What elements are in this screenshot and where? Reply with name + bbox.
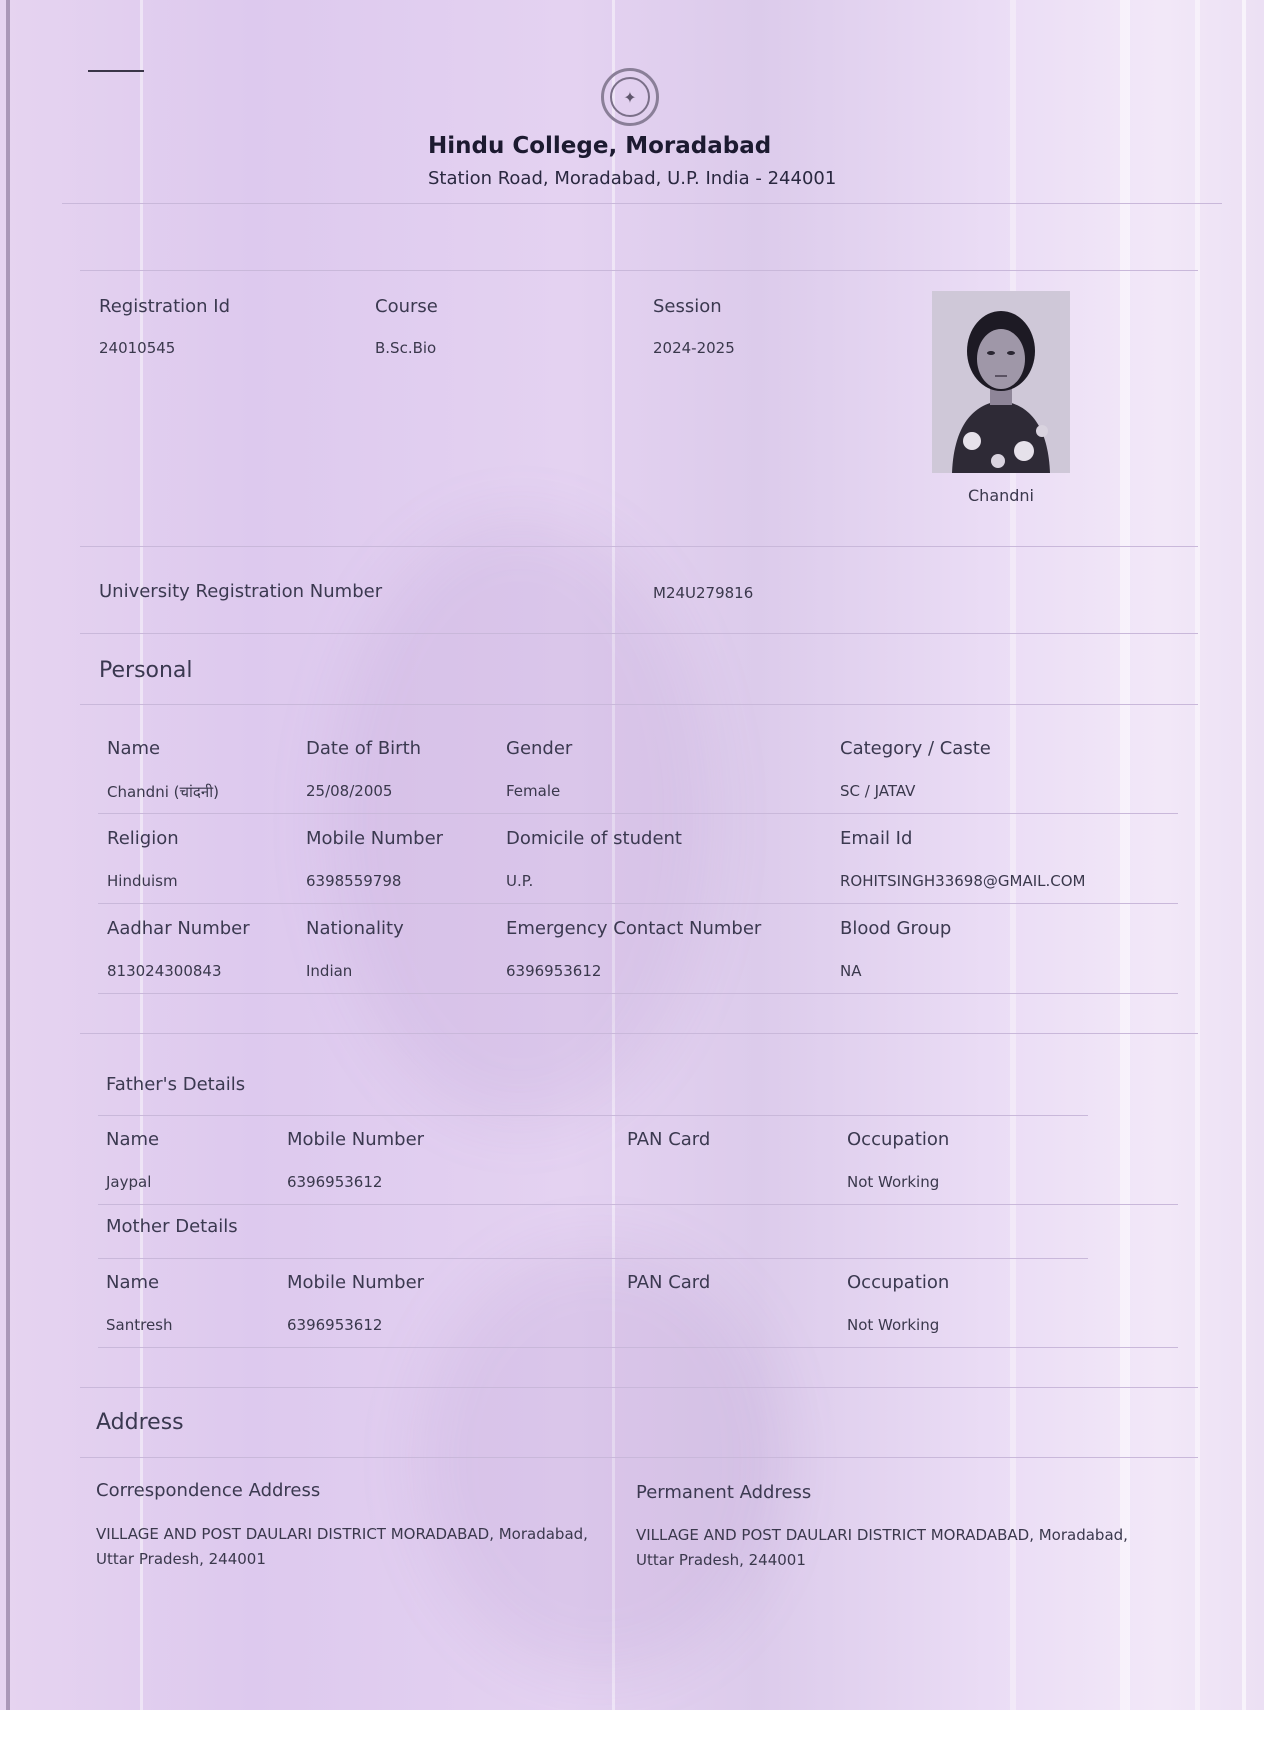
address-section-title: Address: [96, 1410, 184, 1435]
email-label: Email Id: [840, 828, 913, 849]
session-value: 2024-2025: [653, 339, 735, 357]
divider: [98, 1258, 1088, 1259]
divider: [80, 546, 1198, 547]
college-name: Hindu College, Moradabad: [428, 133, 772, 159]
divider: [80, 1033, 1198, 1034]
student-photo: [932, 291, 1070, 473]
father-name-label: Name: [106, 1129, 160, 1150]
father-name-value: Jaypal: [106, 1173, 152, 1191]
father-pan-label: PAN Card: [627, 1129, 711, 1150]
divider: [98, 1204, 1178, 1205]
university-reg-value: M24U279816: [653, 584, 754, 602]
father-section-title: Father's Details: [106, 1074, 246, 1095]
mobile-value: 6398559798: [306, 872, 402, 890]
registration-id-label: Registration Id: [99, 296, 231, 317]
divider: [80, 704, 1198, 705]
mother-occupation-label: Occupation: [847, 1272, 950, 1293]
father-mobile-label: Mobile Number: [287, 1129, 425, 1150]
dob-label: Date of Birth: [306, 738, 422, 759]
permanent-address-label: Permanent Address: [636, 1482, 812, 1503]
course-label: Course: [375, 296, 438, 317]
mother-mobile-value: 6396953612: [287, 1316, 383, 1334]
college-logo-icon: ✦: [601, 68, 659, 126]
gender-value: Female: [506, 782, 561, 800]
mobile-label: Mobile Number: [306, 828, 444, 849]
religion-value: Hinduism: [107, 872, 178, 890]
personal-section-title: Personal: [99, 658, 193, 683]
permanent-address-value: VILLAGE AND POST DAULARI DISTRICT MORADABAD, Moradabad, Uttar Pradesh, 244001: [636, 1526, 1128, 1569]
divider: [80, 1457, 1198, 1458]
gender-label: Gender: [506, 738, 573, 759]
father-occupation-value: Not Working: [847, 1173, 940, 1191]
course-value: B.Sc.Bio: [375, 339, 437, 357]
university-reg-label: University Registration Number: [99, 581, 383, 602]
category-value: SC / JATAV: [840, 782, 916, 800]
session-label: Session: [653, 296, 722, 317]
blood-group-value: NA: [840, 962, 862, 980]
divider: [98, 1115, 1088, 1116]
domicile-label: Domicile of student: [506, 828, 682, 849]
email-value: ROHITSINGH33698@GMAIL.COM: [840, 872, 1086, 890]
father-occupation-label: Occupation: [847, 1129, 950, 1150]
divider: [80, 1387, 1198, 1388]
name-label: Name: [107, 738, 161, 759]
correspondence-address-label: Correspondence Address: [96, 1480, 321, 1501]
divider: [98, 903, 1178, 904]
mother-section-title: Mother Details: [106, 1216, 238, 1237]
nationality-label: Nationality: [306, 918, 404, 939]
divider: [98, 993, 1178, 994]
name-value: Chandni (चांदनी): [107, 783, 219, 801]
nationality-value: Indian: [306, 962, 353, 980]
divider: [62, 203, 1222, 204]
divider: [98, 1347, 1178, 1348]
mother-name-label: Name: [106, 1272, 160, 1293]
mother-name-value: Santresh: [106, 1316, 173, 1334]
emergency-value: 6396953612: [506, 962, 602, 980]
emergency-label: Emergency Contact Number: [506, 918, 762, 939]
blood-group-label: Blood Group: [840, 918, 952, 939]
divider: [98, 813, 1178, 814]
father-mobile-value: 6396953612: [287, 1173, 383, 1191]
divider: [80, 270, 1198, 271]
divider: [80, 633, 1198, 634]
mother-pan-label: PAN Card: [627, 1272, 711, 1293]
registration-id-value: 24010545: [99, 339, 176, 357]
domicile-value: U.P.: [506, 872, 534, 890]
college-address: Station Road, Moradabad, U.P. India - 244001: [428, 168, 837, 189]
religion-label: Religion: [107, 828, 179, 849]
mother-occupation-value: Not Working: [847, 1316, 940, 1334]
category-label: Category / Caste: [840, 738, 991, 759]
aadhar-label: Aadhar Number: [107, 918, 250, 939]
mother-mobile-label: Mobile Number: [287, 1272, 425, 1293]
photo-caption: Chandni: [968, 486, 1034, 505]
aadhar-value: 813024300843: [107, 962, 222, 980]
correspondence-address-value: VILLAGE AND POST DAULARI DISTRICT MORADABAD, Moradabad, Uttar Pradesh, 244001: [96, 1525, 588, 1568]
dob-value: 25/08/2005: [306, 782, 393, 800]
scan-mark: [88, 70, 144, 72]
